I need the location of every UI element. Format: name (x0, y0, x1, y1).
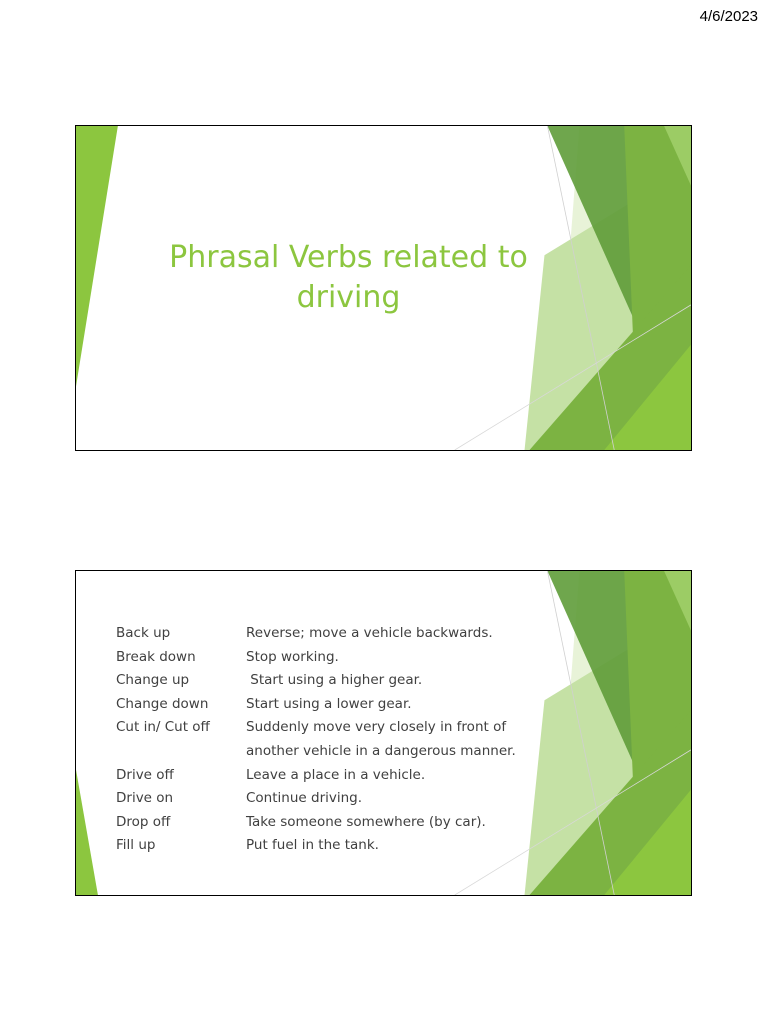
verb-term: Drive off (116, 766, 174, 783)
verb-term: Back up (116, 625, 171, 641)
verb-definition: Continue driving. (246, 790, 363, 807)
verb-definition: Put fuel in the tank. (246, 837, 379, 854)
verb-row (116, 716, 546, 763)
verb-term: Change up (116, 672, 190, 689)
slide-verb-list (75, 570, 692, 896)
left-green-wedge (76, 770, 98, 895)
verb-row (116, 787, 546, 811)
verb-definition: Reverse; move a vehicle backwards. (246, 625, 493, 641)
verb-definition: Leave a place in a vehicle. (246, 766, 426, 783)
left-green-wedge (76, 126, 118, 386)
verb-definition: Start using a lower gear. (246, 695, 412, 712)
verb-term: Break down (116, 648, 196, 665)
verb-definition: Suddenly move very closely in front of another vehicle in a dangerous manner. (246, 719, 516, 759)
verb-row (116, 669, 546, 693)
page-date: 4/6/2023 (699, 8, 758, 25)
slide-title (75, 125, 692, 451)
verb-term: Drive on (116, 790, 174, 807)
verb-definition: Stop working. (246, 648, 339, 665)
verb-term: Cut in/ Cut off (116, 719, 210, 736)
verb-row (116, 693, 546, 717)
verb-term: Change down (116, 695, 209, 712)
slide-title-text: Phrasal Verbs related to driving (169, 240, 528, 315)
verb-row (116, 646, 546, 670)
verb-definition: Take someone somewhere (by car). (246, 813, 486, 830)
verb-row (116, 834, 546, 858)
verb-row (116, 811, 546, 835)
verb-row (116, 764, 546, 788)
verb-row (116, 622, 546, 646)
verb-term: Drop off (116, 813, 171, 830)
verb-definition: Start using a higher gear. (246, 672, 423, 689)
verb-term: Fill up (116, 837, 156, 854)
phrasal-verb-table (116, 622, 546, 858)
